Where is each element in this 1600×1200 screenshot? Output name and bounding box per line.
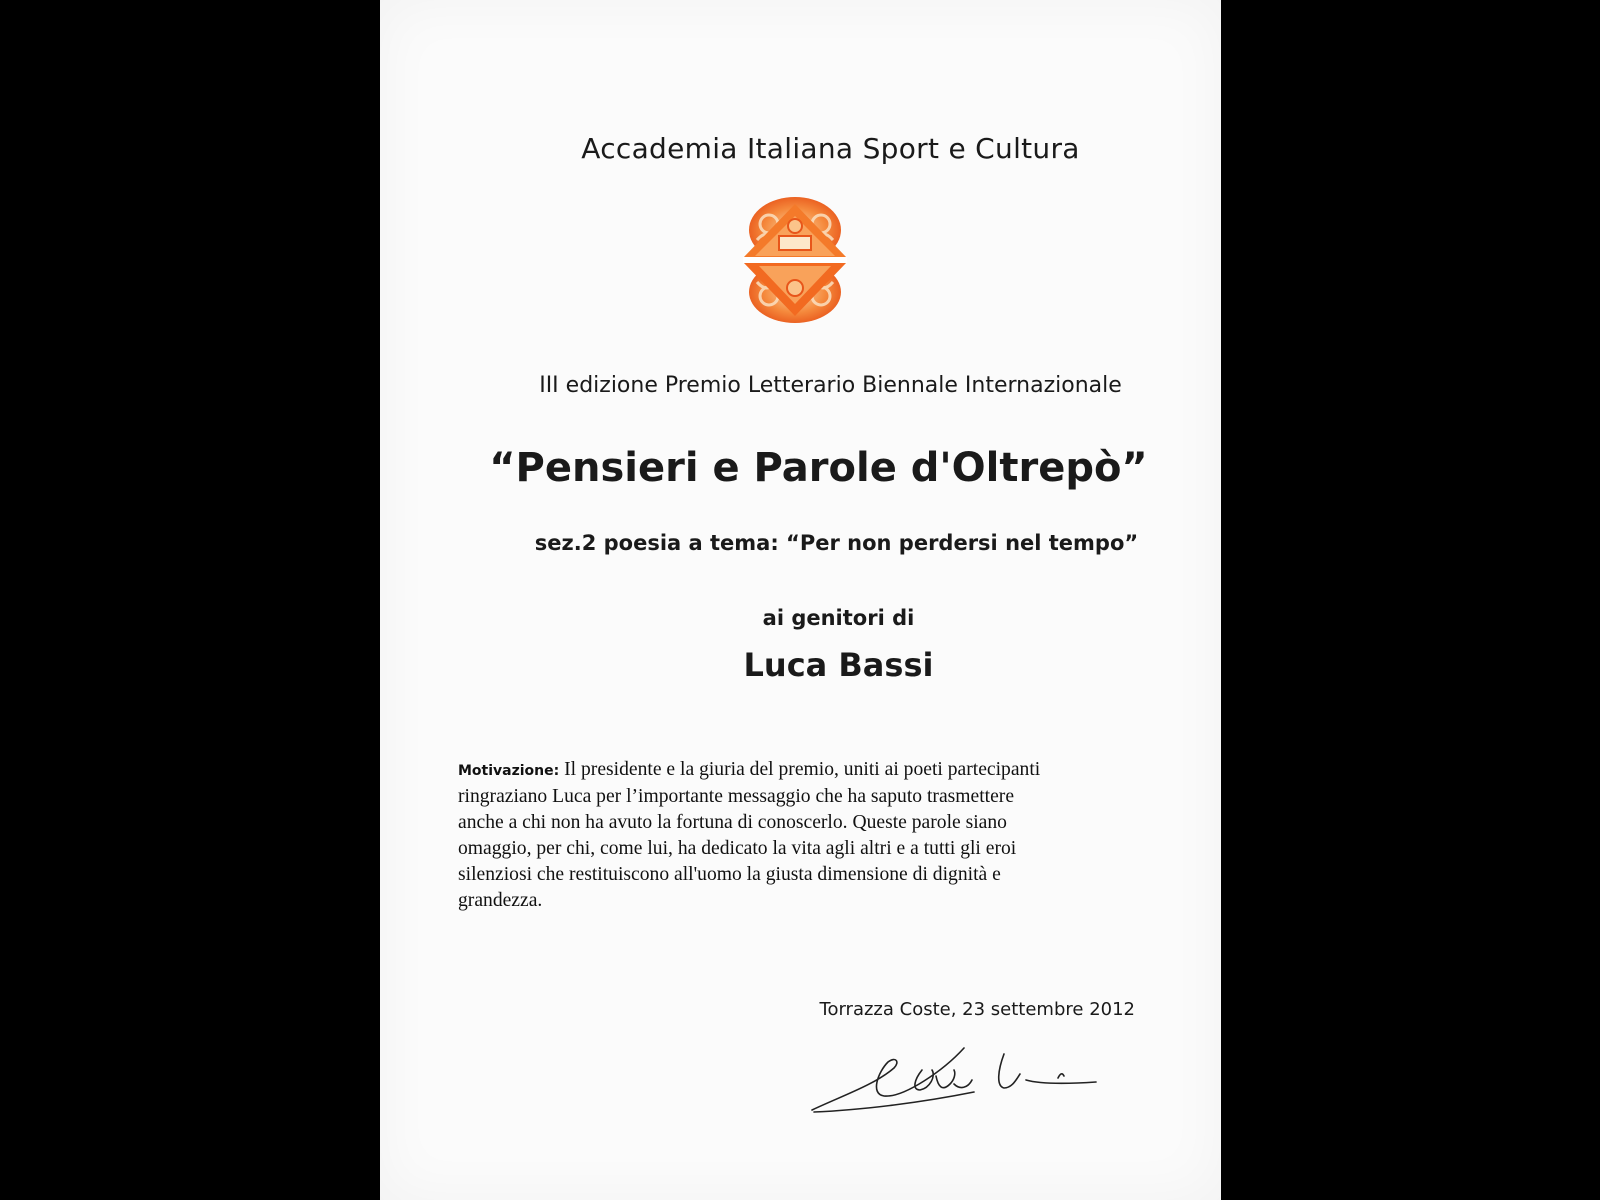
motivation-text: Il presidente e la giuria del premio, uniti ai poeti partecipanti ringraziano Luca per l’importante messaggio che ha saputo trasmettere anche a chi non ha avuto la fortuna di conoscerlo. Queste parole siano omaggio, per chi, come lui, ha dedicato la vita agli altri e a tutti gli eroi silenziosi che restituiscono all'uomo la giusta dimensione di dignità e grandezza. — [458, 759, 1041, 911]
organization-name: Accademia Italiana Sport e Cultura — [581, 132, 1080, 165]
recipient-name: Luca Bassi — [743, 646, 934, 684]
edition-line: III edizione Premio Letterario Biennale Internazionale — [539, 373, 1122, 398]
place-date: Torrazza Coste, 23 settembre 2012 — [819, 999, 1135, 1020]
dedication-line: ai genitori di — [762, 606, 915, 630]
academy-logo — [735, 196, 855, 324]
motivation-paragraph — [458, 757, 1158, 914]
section-line: sez.2 poesia a tema: “Per non perdersi nel tempo” — [534, 531, 1139, 555]
certificate-page — [380, 0, 1221, 1200]
motivation-label: Motivazione: — [458, 763, 560, 779]
handwritten-signature — [804, 1040, 1104, 1120]
competition-title: “Pensieri e Parole d'Oltrepò” — [489, 445, 1148, 491]
